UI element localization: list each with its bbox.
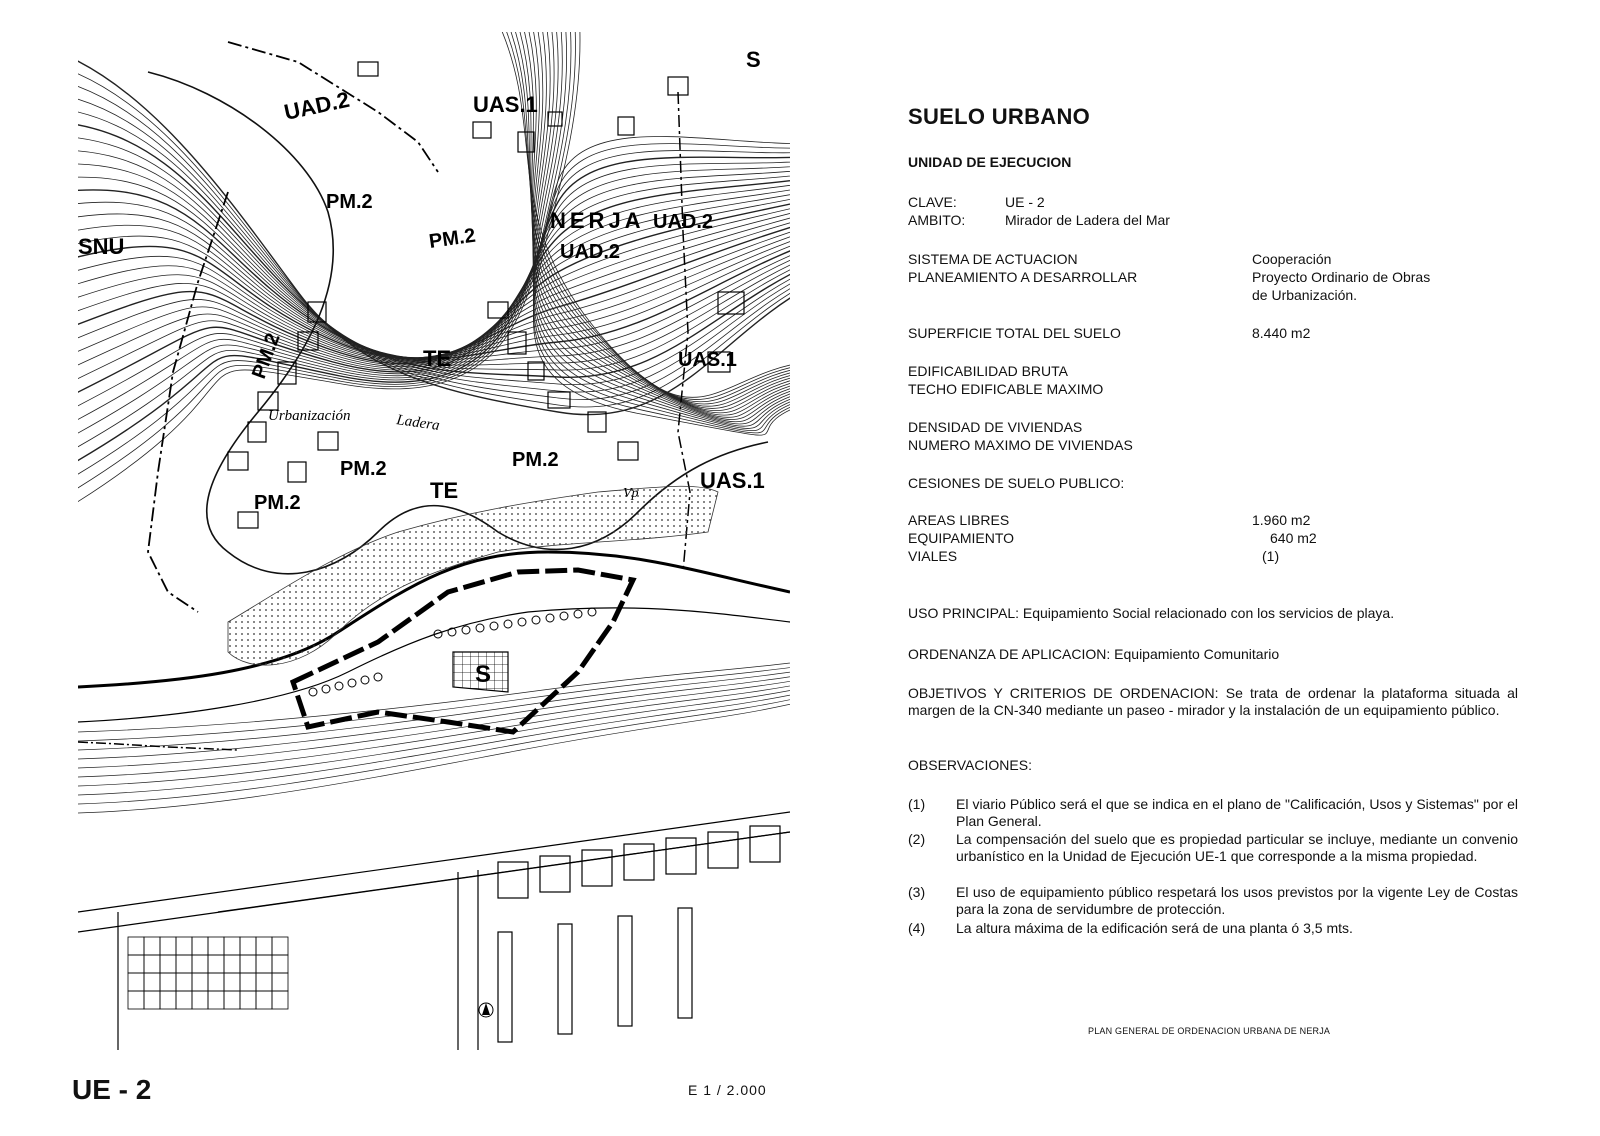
map-label-uad2-b: UAD.2 [653,211,714,233]
viales-value: (1) [1262,548,1280,564]
map-label-nerja: NERJA [550,208,645,233]
note-4 [908,920,1518,937]
page-title: SUELO URBANO [908,104,1091,129]
densidad-label: DENSIDAD DE VIVIENDAS [908,419,1083,435]
note-1 [908,796,1518,830]
observaciones-label: OBSERVACIONES: [908,757,1032,773]
superficie-value: 8.440 m2 [1252,325,1311,341]
uso-principal: USO PRINCIPAL: Equipamiento Social relacionado con los servicios de playa. [908,605,1395,621]
planeamiento-value-1: Proyecto Ordinario de Obras [1252,269,1431,285]
note-text: El viario Público será el que se indica en el plano de "Calificación, Usos y Sistemas" por el Plan General. [956,796,1518,829]
objetivos: OBJETIVOS Y CRITERIOS DE ORDENACION: Se trata de ordenar la plataforma situada al margen de la CN-340 mediante un paseo - mirador y la instalación de un equipamiento público. [908,685,1518,718]
numero-viviendas-label: NUMERO MAXIMO DE VIVIENDAS [908,437,1133,453]
map-label-uas1-right: UAS.1 [678,349,737,371]
note-number: (3) [908,884,926,900]
equipamiento-value: 640 m2 [1270,530,1317,546]
note-2 [908,831,1518,865]
map-label-te-a: TE [423,346,452,371]
note-3 [908,884,1518,918]
map-scale: E 1 / 2.000 [688,1082,767,1098]
map-drawing [78,32,790,1050]
note-number: (1) [908,796,926,812]
note-number: (4) [908,920,926,936]
ambito-label: AMBITO: [908,212,966,228]
map-label-vp: Vp [623,486,639,501]
ordenanza: ORDENANZA DE APLICACION: Equipamiento Comunitario [908,646,1280,662]
planeamiento-value-2: de Urbanización. [1252,287,1358,303]
map-label-pm2-d: PM.2 [340,458,387,480]
map-label-snu: SNU [78,234,125,259]
areas-libres-label: AREAS LIBRES [908,512,1010,528]
superficie-label: SUPERFICIE TOTAL DEL SUELO [908,325,1121,341]
map-label-s-corner: S [746,47,761,72]
map-label-uas1-bottom: UAS.1 [700,468,765,493]
note-text: El uso de equipamiento público respetará los usos previstos por la vigente Ley de Costas para la zona de servidumbre de protección. [956,884,1518,917]
map-label-uas1-top: UAS.1 [473,92,538,117]
map-label-uad2-top: UAD.2 [281,86,352,125]
map-label-ladera: Ladera [395,412,441,434]
note-text: La altura máxima de la edificación será de una planta ó 3,5 mts. [956,920,1353,936]
sistema-label: SISTEMA DE ACTUACION [908,251,1078,267]
sheet-code: UE - 2 [72,1074,152,1105]
sistema-value: Cooperación [1252,251,1332,267]
map-label-uad2-c: UAD.2 [560,241,621,263]
footer-plan-name: PLAN GENERAL DE ORDENACION URBANA DE NERJA [1088,1026,1331,1036]
clave-label: CLAVE: [908,194,957,210]
map-label-pm2-b: PM.2 [427,224,477,253]
map-label-pm2-c: PM.2 [248,330,285,382]
viales-label: VIALES [908,548,958,564]
planeamiento-label: PLANEAMIENTO A DESARROLLAR [908,269,1138,285]
map-label-s-zone: S [475,661,492,688]
edificabilidad-label: EDIFICABILIDAD BRUTA [908,363,1068,379]
site-plan-map [78,32,790,1050]
areas-libres-value: 1.960 m2 [1252,512,1311,528]
clave-value: UE - 2 [1005,194,1045,210]
techo-label: TECHO EDIFICABLE MAXIMO [908,381,1104,397]
map-label-urbanizacion: Urbanización [268,408,351,424]
equipamiento-label: EQUIPAMIENTO [908,530,1015,546]
map-label-te-b: TE [430,478,459,503]
ambito-value: Mirador de Ladera del Mar [1005,212,1170,228]
page-subtitle: UNIDAD DE EJECUCION [908,154,1072,170]
map-label-pm2-e: PM.2 [512,449,559,471]
map-label-pm2-a: PM.2 [326,191,373,213]
note-text: La compensación del suelo que es propiedad particular se incluye, mediante un convenio urbanístico en la Unidad de Ejecución UE-1 que corresponde a la misma propiedad. [956,831,1518,864]
cesiones-label: CESIONES DE SUELO PUBLICO: [908,475,1125,491]
note-number: (2) [908,831,926,847]
map-label-pm2-f: PM.2 [254,492,301,514]
